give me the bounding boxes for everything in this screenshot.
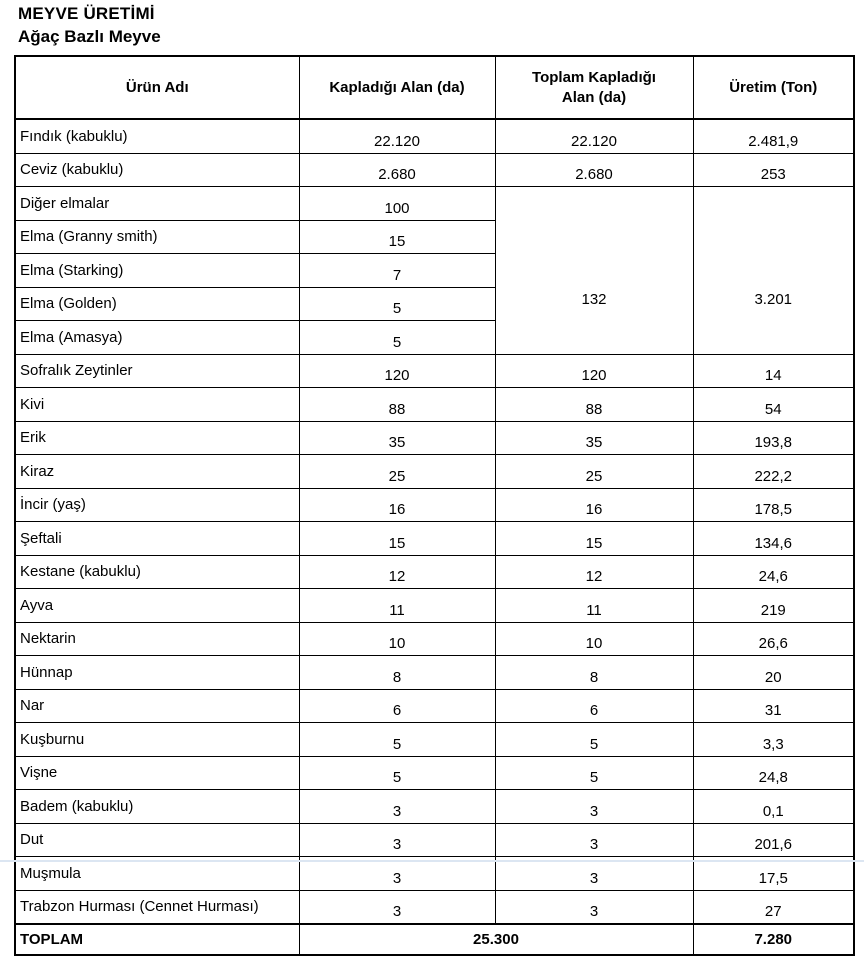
value-cell: 8 — [495, 656, 693, 690]
table-row — [15, 388, 854, 422]
value-cell: 25 — [299, 455, 495, 489]
value-cell: 6 — [495, 689, 693, 723]
value-cell: 25 — [495, 455, 693, 489]
value-cell: 6 — [299, 689, 495, 723]
product-name-cell: Şeftali — [15, 522, 299, 556]
page-subtitle: Ağaç Bazlı Meyve — [18, 27, 161, 46]
value-cell: 11 — [495, 589, 693, 623]
value-cell: 24,6 — [693, 555, 854, 589]
value-cell: 25.300 — [299, 924, 693, 955]
product-name-cell: Vişne — [15, 756, 299, 790]
value-cell: 16 — [299, 488, 495, 522]
product-name-cell: Nektarin — [15, 622, 299, 656]
table-row — [15, 823, 854, 857]
value-cell: 3 — [299, 790, 495, 824]
table-row — [15, 589, 854, 623]
column-header: Kapladığı Alan (da) — [299, 56, 495, 119]
table-row — [15, 455, 854, 489]
value-cell: 15 — [299, 220, 495, 254]
product-name-cell: TOPLAM — [15, 924, 299, 955]
table-row — [15, 153, 854, 187]
value-cell: 7 — [299, 254, 495, 288]
table-row — [15, 488, 854, 522]
fruit-production-table — [14, 55, 855, 956]
value-cell: 120 — [299, 354, 495, 388]
value-cell: 8 — [299, 656, 495, 690]
product-name-cell: Elma (Amasya) — [15, 321, 299, 355]
value-cell: 3 — [299, 823, 495, 857]
value-cell: 88 — [299, 388, 495, 422]
value-cell: 2.680 — [299, 153, 495, 187]
table-row — [15, 890, 854, 924]
product-name-cell: Kivi — [15, 388, 299, 422]
value-cell: 22.120 — [495, 119, 693, 153]
product-name-cell: Muşmula — [15, 857, 299, 891]
product-name-cell: Erik — [15, 421, 299, 455]
value-cell: 10 — [495, 622, 693, 656]
table-row — [15, 790, 854, 824]
value-cell: 7.280 — [693, 924, 854, 955]
value-cell: 178,5 — [693, 488, 854, 522]
value-cell: 17,5 — [693, 857, 854, 891]
product-name-cell: Sofralık Zeytinler — [15, 354, 299, 388]
page-title: MEYVE ÜRETİMİ — [18, 4, 155, 23]
value-cell: 3,3 — [693, 723, 854, 757]
value-cell: 132 — [495, 187, 693, 355]
value-cell: 5 — [299, 723, 495, 757]
column-header: Toplam Kapladığı Alan (da) — [495, 56, 693, 119]
value-cell: 222,2 — [693, 455, 854, 489]
value-cell: 11 — [299, 589, 495, 623]
value-cell: 0,1 — [693, 790, 854, 824]
value-cell: 20 — [693, 656, 854, 690]
product-name-cell: Badem (kabuklu) — [15, 790, 299, 824]
value-cell: 3 — [495, 823, 693, 857]
table-row — [15, 622, 854, 656]
value-cell: 219 — [693, 589, 854, 623]
value-cell: 26,6 — [693, 622, 854, 656]
product-name-cell: Elma (Starking) — [15, 254, 299, 288]
table-row — [15, 723, 854, 757]
total-row — [15, 924, 854, 955]
value-cell: 3 — [299, 857, 495, 891]
value-cell: 3 — [495, 790, 693, 824]
value-cell: 134,6 — [693, 522, 854, 556]
value-cell: 15 — [299, 522, 495, 556]
value-cell: 16 — [495, 488, 693, 522]
value-cell: 35 — [495, 421, 693, 455]
value-cell: 5 — [299, 756, 495, 790]
table-row — [15, 756, 854, 790]
product-name-cell: Kuşburnu — [15, 723, 299, 757]
product-name-cell: Elma (Granny smith) — [15, 220, 299, 254]
product-name-cell: Ceviz (kabuklu) — [15, 153, 299, 187]
value-cell: 31 — [693, 689, 854, 723]
product-name-cell: Elma (Golden) — [15, 287, 299, 321]
bottom-divider — [0, 860, 864, 862]
value-cell: 27 — [693, 890, 854, 924]
column-header: Ürün Adı — [15, 56, 299, 119]
value-cell: 3.201 — [693, 187, 854, 355]
value-cell: 5 — [495, 723, 693, 757]
value-cell: 54 — [693, 388, 854, 422]
value-cell: 12 — [299, 555, 495, 589]
table-row — [15, 555, 854, 589]
value-cell: 5 — [495, 756, 693, 790]
value-cell: 3 — [299, 890, 495, 924]
table-row — [15, 119, 854, 153]
value-cell: 3 — [495, 857, 693, 891]
value-cell: 2.680 — [495, 153, 693, 187]
value-cell: 5 — [299, 287, 495, 321]
value-cell: 5 — [299, 321, 495, 355]
column-header: Üretim (Ton) — [693, 56, 854, 119]
table-row — [15, 354, 854, 388]
product-name-cell: Dut — [15, 823, 299, 857]
value-cell: 100 — [299, 187, 495, 221]
product-name-cell: Kiraz — [15, 455, 299, 489]
product-name-cell: İncir (yaş) — [15, 488, 299, 522]
value-cell: 193,8 — [693, 421, 854, 455]
product-name-cell: Nar — [15, 689, 299, 723]
product-name-cell: Hünnap — [15, 656, 299, 690]
value-cell: 253 — [693, 153, 854, 187]
value-cell: 120 — [495, 354, 693, 388]
table-row — [15, 689, 854, 723]
value-cell: 2.481,9 — [693, 119, 854, 153]
value-cell: 10 — [299, 622, 495, 656]
product-name-cell: Trabzon Hurması (Cennet Hurması) — [15, 890, 299, 924]
table-row — [15, 522, 854, 556]
value-cell: 88 — [495, 388, 693, 422]
value-cell: 15 — [495, 522, 693, 556]
value-cell: 14 — [693, 354, 854, 388]
value-cell: 35 — [299, 421, 495, 455]
product-name-cell: Fındık (kabuklu) — [15, 119, 299, 153]
value-cell: 24,8 — [693, 756, 854, 790]
table-row — [15, 421, 854, 455]
value-cell: 201,6 — [693, 823, 854, 857]
value-cell: 22.120 — [299, 119, 495, 153]
value-cell: 12 — [495, 555, 693, 589]
product-name-cell: Kestane (kabuklu) — [15, 555, 299, 589]
table-row — [15, 656, 854, 690]
table-row — [15, 187, 854, 221]
product-name-cell: Ayva — [15, 589, 299, 623]
value-cell: 3 — [495, 890, 693, 924]
product-name-cell: Diğer elmalar — [15, 187, 299, 221]
